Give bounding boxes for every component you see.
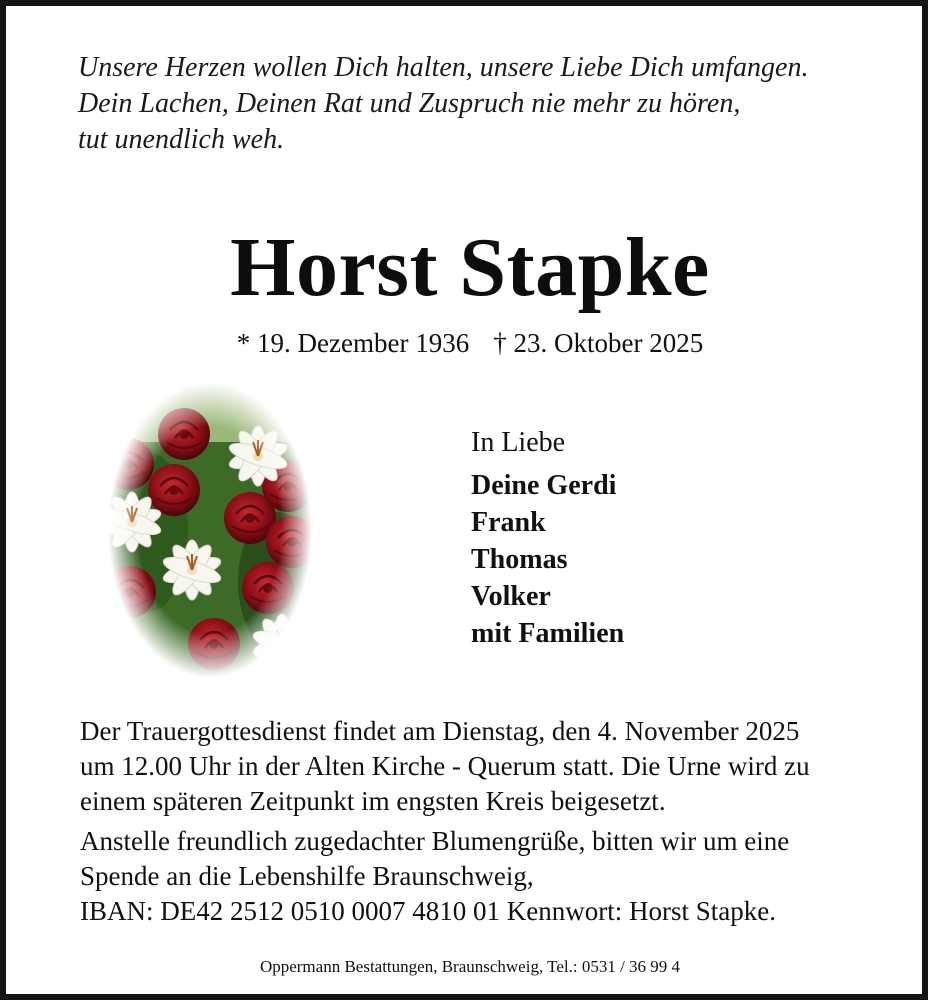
mourner-name: Volker [471, 581, 551, 612]
mourner-name: Frank [471, 507, 546, 538]
poem [78, 50, 808, 158]
service-line: Der Trauergottesdienst findet am Dienstag, den 4. November 2025 [80, 716, 800, 746]
life-dates [6, 326, 928, 360]
deceased-name: Horst Stapke [230, 221, 710, 314]
mourner-name: Thomas [471, 544, 568, 575]
donation-info [80, 824, 880, 929]
birth-date: * 19. Dezember 1936 [236, 328, 470, 358]
roses-and-lilies-oval-photo [108, 382, 312, 678]
mourners [471, 424, 624, 652]
funeral-home-footer: Oppermann Bestattungen, Braunschweig, Tel.: 0531 / 36 99 4 [259, 957, 681, 976]
donation-line: Spende an die Lebenshilfe Braunschweig, [80, 861, 534, 891]
poem-line: Unsere Herzen wollen Dich halten, unsere Liebe Dich umfangen. [78, 52, 809, 83]
poem-line: Dein Lachen, Deinen Rat und Zuspruch nie mehr zu hören, [78, 88, 741, 119]
donation-line: Anstelle freundlich zugedachter Blumengrüße, bitten wir um eine [80, 826, 790, 856]
death-date: † 23. Oktober 2025 [493, 328, 704, 358]
mourner-name: mit Familien [471, 618, 625, 649]
mourners-intro: In Liebe [471, 427, 566, 458]
service-info [80, 714, 880, 819]
service-line: um 12.00 Uhr in der Alten Kirche - Querum statt. Die Urne wird zu [80, 751, 810, 781]
roses-and-lilies-photo [108, 382, 312, 678]
service-line: einem späteren Zeitpunkt im engsten Kreis beigesetzt. [80, 786, 666, 816]
donation-line: IBAN: DE42 2512 0510 0007 4810 01 Kennwort: Horst Stapke. [80, 896, 776, 926]
poem-line: tut unendlich weh. [78, 124, 285, 155]
mourner-name: Deine Gerdi [471, 470, 617, 501]
